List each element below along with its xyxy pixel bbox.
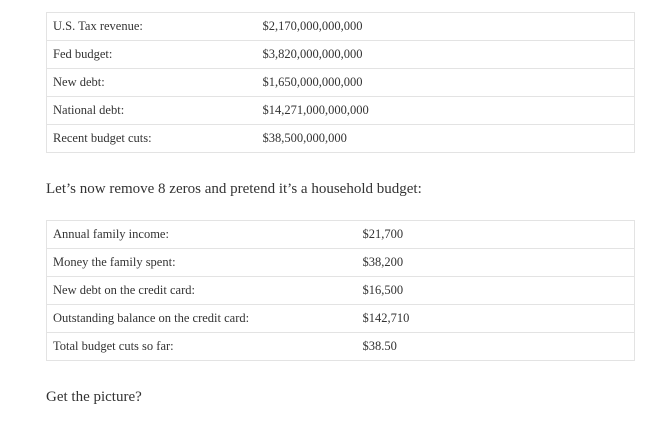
row-value: $3,820,000,000,000	[257, 41, 635, 69]
table-row	[47, 333, 635, 361]
table-row	[47, 97, 635, 125]
row-value: $38.50	[357, 333, 635, 361]
household-budget-table	[46, 220, 635, 361]
table-row	[47, 125, 635, 153]
table-row	[47, 41, 635, 69]
intro-paragraph: Let’s now remove 8 zeros and pretend it’s a household budget:	[46, 181, 422, 197]
row-label: New debt:	[47, 69, 257, 97]
row-label: New debt on the credit card:	[47, 277, 357, 305]
row-value: $38,200	[357, 249, 635, 277]
row-label: Fed budget:	[47, 41, 257, 69]
row-value: $2,170,000,000,000	[257, 13, 635, 41]
table-row	[47, 69, 635, 97]
table-row	[47, 277, 635, 305]
row-label: Recent budget cuts:	[47, 125, 257, 153]
row-value: $142,710	[357, 305, 635, 333]
row-value: $16,500	[357, 277, 635, 305]
row-label: Money the family spent:	[47, 249, 357, 277]
table-row	[47, 305, 635, 333]
row-label: Annual family income:	[47, 221, 357, 249]
row-label: Outstanding balance on the credit card:	[47, 305, 357, 333]
table-row	[47, 13, 635, 41]
row-value: $14,271,000,000,000	[257, 97, 635, 125]
row-value: $1,650,000,000,000	[257, 69, 635, 97]
federal-budget-table	[46, 12, 635, 153]
row-label: National debt:	[47, 97, 257, 125]
closing-paragraph: Get the picture?	[46, 389, 142, 405]
table-row	[47, 249, 635, 277]
row-label: Total budget cuts so far:	[47, 333, 357, 361]
row-value: $21,700	[357, 221, 635, 249]
table-row	[47, 221, 635, 249]
row-label: U.S. Tax revenue:	[47, 13, 257, 41]
row-value: $38,500,000,000	[257, 125, 635, 153]
